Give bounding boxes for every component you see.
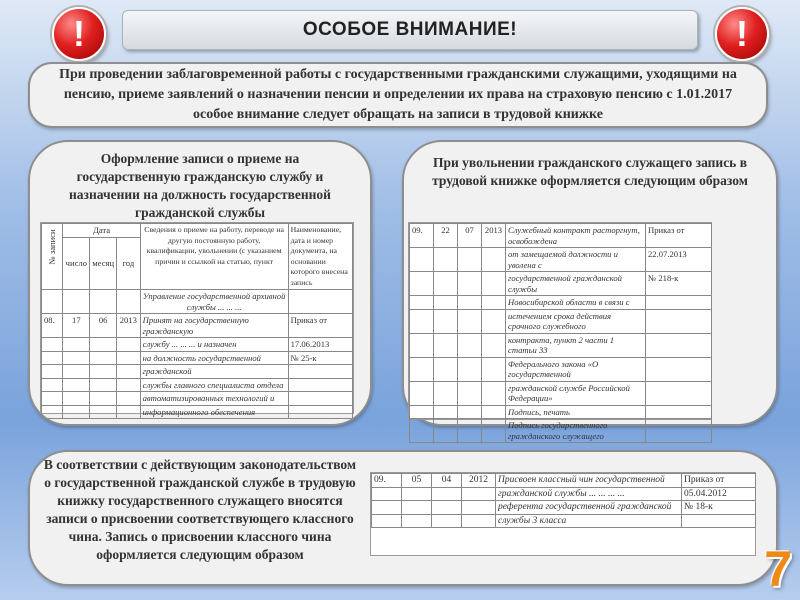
bottom-workbook-excerpt: [370, 472, 756, 556]
header-month: месяц: [90, 238, 117, 290]
header-date: Дата: [63, 224, 140, 238]
left-panel-caption: Оформление записи о приеме на государственную гражданскую службу и назначении на должность государственной гражданской службы: [69, 151, 331, 220]
intro-text: При проведении заблаговременной работы с государственными гражданскими служащими, уходящими на пенсию, приеме заявлений о назначении пенсии и определении их права на страховую пенсию с 1.01.2017 особое внимание следует обращать на записи в трудовой книжке: [28, 62, 768, 128]
table-row: 09. 05 04 2012 Присвоен классный чин государственной Приказ от: [372, 474, 756, 488]
bottom-panel-caption: В соответствии с действующим законодательством о государственной гражданской службе в трудовую книжку государственного служащего вносятся записи о присвоении соответствующего классного чина. Запись о присвоении классного чина оформляется следующим образом: [43, 457, 357, 562]
right-workbook-excerpt: [408, 222, 712, 441]
right-alert-icon: !: [715, 7, 769, 61]
left-alert-icon: !: [52, 7, 106, 61]
header-day: число: [63, 238, 90, 290]
left-workbook-excerpt: [40, 222, 354, 417]
left-panel: [28, 140, 372, 426]
page-title: ОСОБОЕ ВНИМАНИЕ!: [122, 10, 698, 50]
header-num: № записи: [42, 224, 63, 290]
table-row: 09. 22 07 2013 Служебный контракт расторгнут, освобождена Приказ от: [410, 224, 712, 248]
org-line: Управление государственной архивной службы ... ... ...: [140, 290, 288, 314]
slide-number: 7: [764, 541, 792, 597]
bottom-workbook-table: 09. 05 04 2012 Присвоен классный чин государственной Приказ от гражданской службы ... ... ... ... 05.04.2012 референта государственной гражданской № 18-к службы 3 класса: [371, 473, 756, 528]
right-panel-caption: При увольнении гражданского служащего запись в трудовой книжке оформляется следующим образом: [432, 155, 748, 188]
bottom-panel: [28, 450, 778, 586]
right-workbook-table: 09. 22 07 2013 Служебный контракт расторгнут, освобождена Приказ от от замещаемой должности и уволена с 22.07.2013 государственной гражданской службы № 218-к Новосибирской области в связи с истечением срока действия срочного служебного контракта, пункт 2 части 1 статьи 33 Федерального закона «О государственной гражданской службе Российской Федерации» Подпись, печать Подпись государственного гражданского служащего: [409, 223, 712, 443]
header-info: Сведения о приеме на работу, переводе на другую постоянную работу, квалификации, увольнении (с указанием причин и ссылкой на статью, пункт: [140, 224, 288, 290]
left-workbook-table: № записи Дата Сведения о приеме на работу, переводе на другую постоянную работу, квалификации, увольнении (с указанием причин и ссылкой на статью, пункт Наименование, дата и номер документа, на основании которого внесена запись число месяц год Управление государственной архивной службы ... ... ... 08. 17 06 2013 Принят на государственную гражданскую Приказ от службу ... ... ... и назначен 17.06.2013 на должность государственной № 25-к гражданской службы главного специалиста отдела автоматизированных технологий и информационного обеспечения: [41, 223, 353, 419]
table-row: 08. 17 06 2013 Принят на государственную гражданскую Приказ от: [42, 314, 353, 338]
right-panel: [402, 140, 778, 441]
header-year: год: [117, 238, 141, 290]
header-doc: Наименование, дата и номер документа, на основании которого внесена запись: [288, 224, 352, 290]
